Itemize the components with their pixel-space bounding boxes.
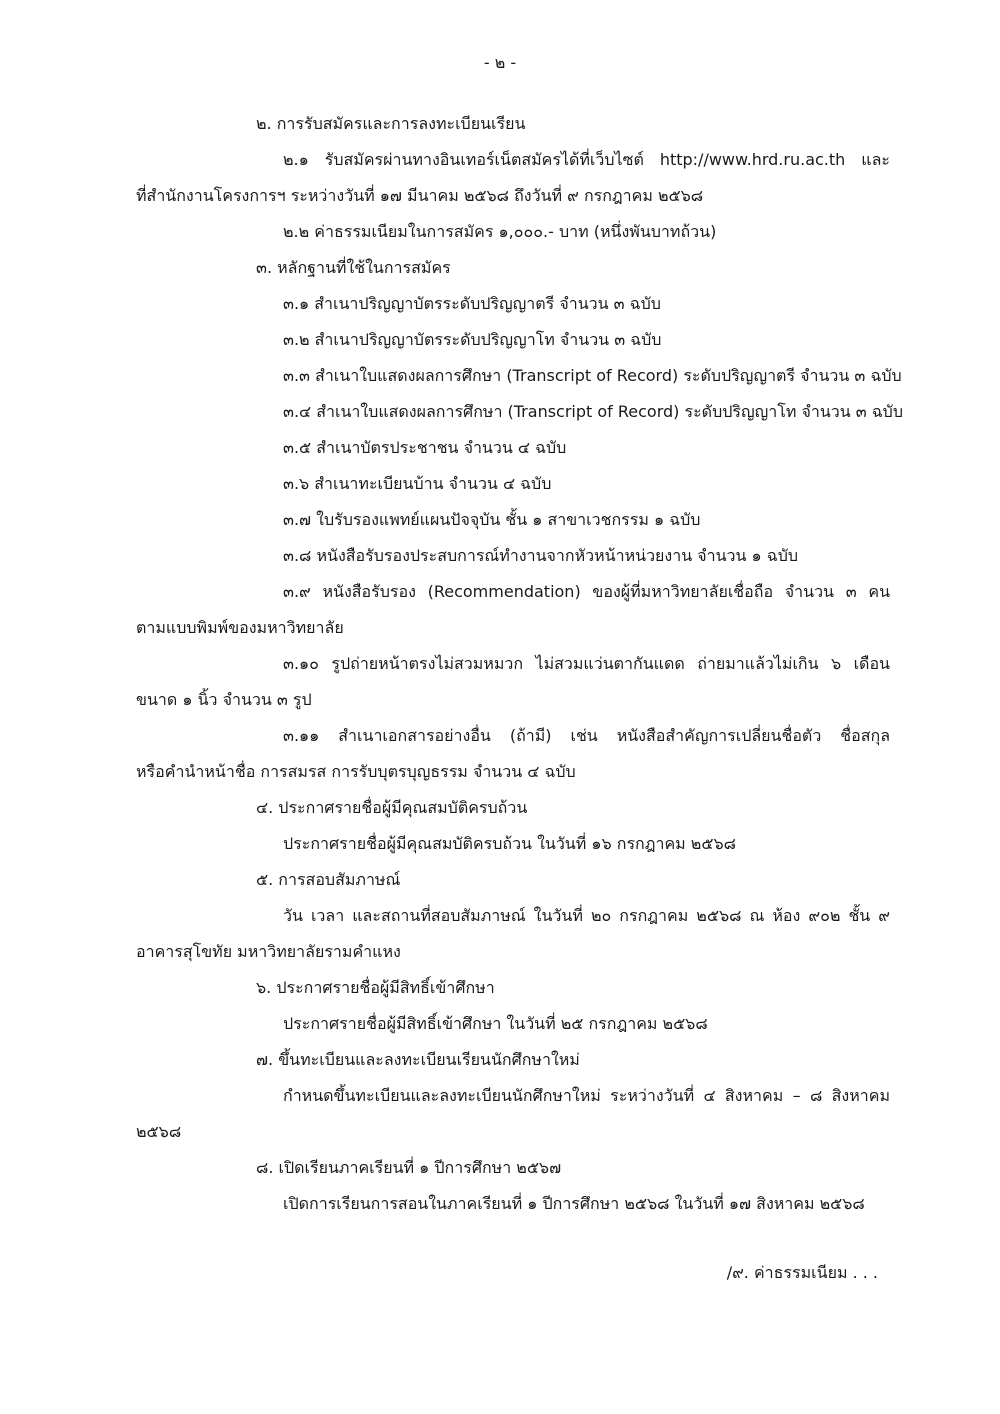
section-5-body-line-1: วัน เวลา และสถานที่สอบสัมภาษณ์ ในวันที่ ๒๐ กรกฎาคม ๒๕๖๘ ณ ห้อง ๙๐๒ ชั้น ๙ [283,906,890,925]
item-3-8: ๓.๘ หนังสือรับรองประสบการณ์ทำงานจากหัวหน้าหน่วยงาน จำนวน ๑ ฉบับ [283,546,798,565]
footer-continuation: /๙. ค่าธรรมเนียม . . . [726,1263,878,1282]
item-2-2: ๒.๒ ค่าธรรมเนียมในการสมัคร ๑,๐๐๐.- บาท (หนึ่งพันบาทถ้วน) [283,222,717,241]
section-2-heading: ๒. การรับสมัครและการลงทะเบียนเรียน [256,114,526,133]
item-3-10-line-2: ขนาด ๑ นิ้ว จำนวน ๓ รูป [136,690,312,709]
item-3-10-line-1: ๓.๑๐ รูปถ่ายหน้าตรงไม่สวมหมวก ไม่สวมแว่นตากันแดด ถ่ายมาแล้วไม่เกิน ๖ เดือน [283,654,890,673]
item-2-1-line-2: ที่สำนักงานโครงการฯ ระหว่างวันที่ ๑๗ มีนาคม ๒๕๖๘ ถึงวันที่ ๙ กรกฎาคม ๒๕๖๘ [136,186,704,205]
item-2-1-line-1: ๒.๑ รับสมัครผ่านทางอินเทอร์เน็ตสมัครได้ที่เว็บไซต์ http://www.hrd.ru.ac.th และ [283,150,890,169]
item-3-9-line-2: ตามแบบพิมพ์ของมหาวิทยาลัย [136,618,344,637]
item-3-7: ๓.๗ ใบรับรองแพทย์แผนปัจจุบัน ชั้น ๑ สาขาเวชกรรม ๑ ฉบับ [283,510,701,529]
item-3-11-line-1: ๓.๑๑ สำเนาเอกสารอย่างอื่น (ถ้ามี) เช่น หนังสือสำคัญการเปลี่ยนชื่อตัว ชื่อสกุล [283,726,890,745]
item-3-1: ๓.๑ สำเนาปริญญาบัตรระดับปริญญาตรี จำนวน ๓ ฉบับ [283,294,661,313]
section-4-heading: ๔. ประกาศรายชื่อผู้มีคุณสมบัติครบถ้วน [256,798,528,817]
section-6-body: ประกาศรายชื่อผู้มีสิทธิ์เข้าศึกษา ในวันที่ ๒๕ กรกฎาคม ๒๕๖๘ [283,1014,708,1033]
section-3-heading: ๓. หลักฐานที่ใช้ในการสมัคร [256,258,451,277]
item-3-3: ๓.๓ สำเนาใบแสดงผลการศึกษา (Transcript of Record) ระดับปริญญาตรี จำนวน ๓ ฉบับ [283,366,902,385]
item-3-11-line-2: หรือคำนำหน้าชื่อ การสมรส การรับบุตรบุญธรรม จำนวน ๔ ฉบับ [136,762,576,781]
item-3-5: ๓.๕ สำเนาบัตรประชาชน จำนวน ๔ ฉบับ [283,438,567,457]
section-5-heading: ๕. การสอบสัมภาษณ์ [256,870,401,889]
section-6-heading: ๖. ประกาศรายชื่อผู้มีสิทธิ์เข้าศึกษา [256,978,495,997]
section-4-body: ประกาศรายชื่อผู้มีคุณสมบัติครบถ้วน ในวันที่ ๑๖ กรกฎาคม ๒๕๖๘ [283,834,736,853]
section-7-body-line-2: ๒๕๖๘ [136,1122,182,1141]
section-5-body-line-2: อาคารสุโขทัย มหาวิทยาลัยรามคำแหง [136,942,401,961]
section-7-body-line-1: กำหนดขึ้นทะเบียนและลงทะเบียนนักศึกษาใหม่ ระหว่างวันที่ ๔ สิงหาคม – ๘ สิงหาคม [283,1086,890,1105]
section-8-heading: ๘. เปิดเรียนภาคเรียนที่ ๑ ปีการศึกษา ๒๕๖๗ [256,1158,562,1177]
section-7-heading: ๗. ขึ้นทะเบียนและลงทะเบียนเรียนนักศึกษาใหม่ [256,1050,580,1069]
item-3-2: ๓.๒ สำเนาปริญญาบัตรระดับปริญญาโท จำนวน ๓ ฉบับ [283,330,662,349]
section-8-body: เปิดการเรียนการสอนในภาคเรียนที่ ๑ ปีการศึกษา ๒๕๖๘ ในวันที่ ๑๗ สิงหาคม ๒๕๖๘ [283,1194,865,1213]
item-3-6: ๓.๖ สำเนาทะเบียนบ้าน จำนวน ๔ ฉบับ [283,474,552,493]
item-3-9-line-1: ๓.๙ หนังสือรับรอง (Recommendation) ของผู้ที่มหาวิทยาลัยเชื่อถือ จำนวน ๓ คน [283,582,890,601]
page-number: - ๒ - [483,53,517,72]
item-3-4: ๓.๔ สำเนาใบแสดงผลการศึกษา (Transcript of Record) ระดับปริญญาโท จำนวน ๓ ฉบับ [283,402,903,421]
